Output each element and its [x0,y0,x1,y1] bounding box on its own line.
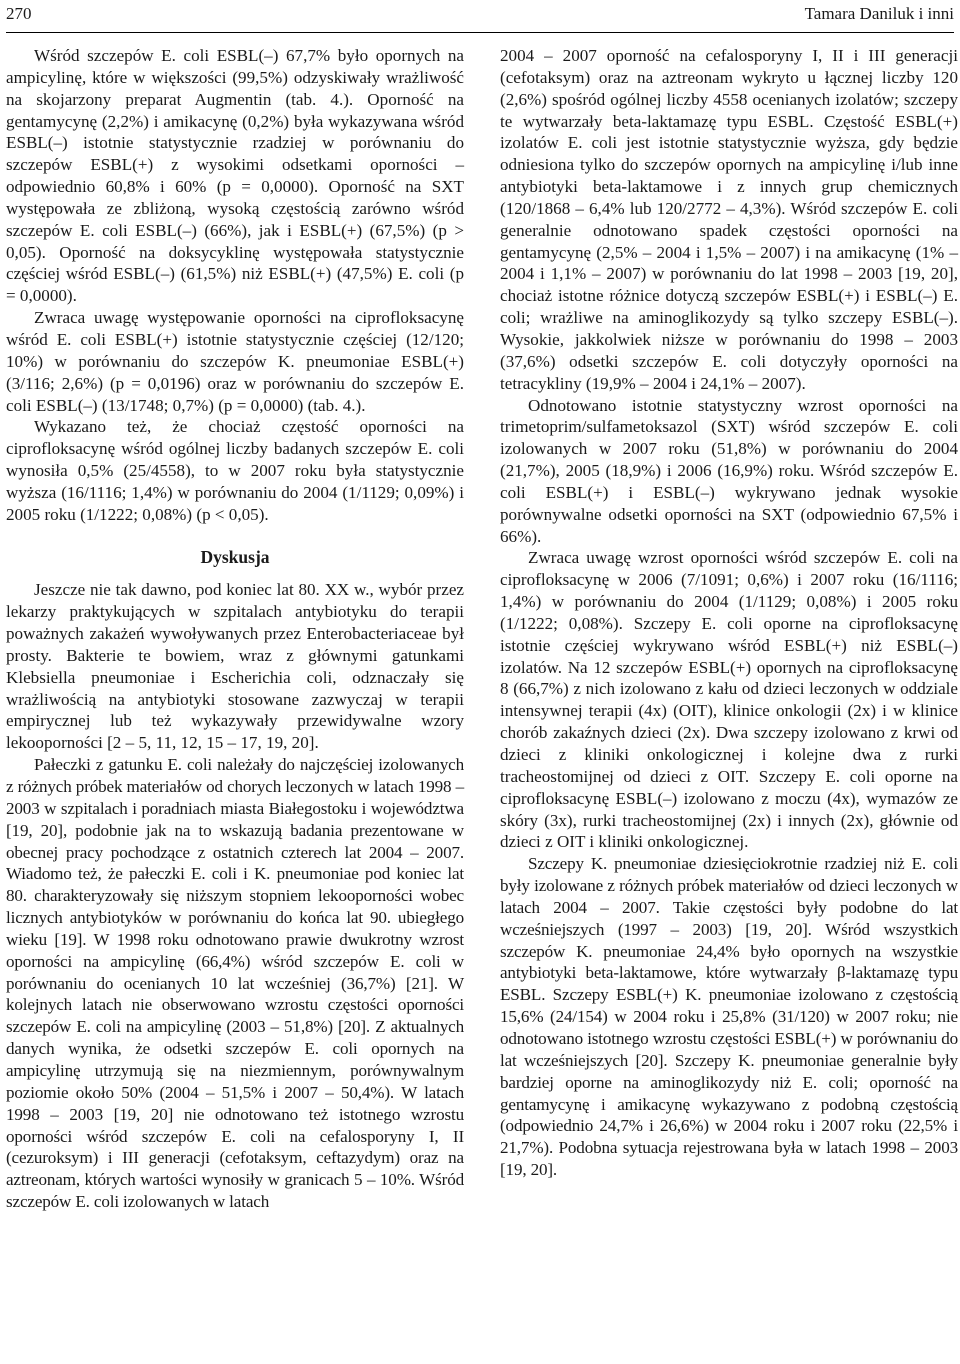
right-column [500,45,958,1181]
paragraph-k-pneumoniae: Szczepy K. pneumoniae dziesięciokrotnie rzadziej niż E. coli były izolowane z różnych próbek materiałów od dzieci leczonych w latach 2004 – 2007. Takie częstości były podobne do lat wcześniejszych (1997 – 2003) [19, 20]. Wśród wszystkich szczepów K. pneumoniae 24,4% było opornych na wszystkie antybiotyki beta-laktamowe, które wytwarzały β-laktamazę typu ESBL. Szczepy ESBL(+) K. pneumoniae izolowano z częstością 15,6% (24/154) w 2004 roku i 25,8% (31/120) w 2007 roku; nie odnotowano istotnego wzrostu częstości ESBL(+) w porównaniu do lat wcześniejszych [20]. Szczepy K. pneumoniae generalnie były bardziej oporne na aminoglikozydy niż E. coli; oporność na gentamycynę i amikacynę wykazywano z podobną częstością (odpowiednio 24,7% i 26,6%) w 2004 roku i 2007 roku (22,5% i 21,7%). Podobna sytuacja rejestrowana była w latach 1998 – 2003 [19, 20]. [500,854,958,1180]
paragraph-ciprofloxacin-increase: Zwraca uwagę wzrost oporności wśród szczepów E. coli na ciprofloksacynę w 2006 (7/1091; 0,6%) i 2007 roku (16/1116; 1,4%) w porównaniu do 2004 (1/1129; 0,08%) i 2005 roku (1/1222; 0,08%). Szczepy E. coli oporne na ciprofloksacynę istotnie częściej wykrywano wśród ESBL(+) niż ESBL(–) izolatów. Na 12 szczepów ESBL(+) opornych na ciprofloksacynę 8 (66,7%) z nich izolowano z kału od dzieci leczonych w oddziale intensywnej terapii (4x) (OIT), klinice onkologii (2x) i w klinice chorób zakaźnych dzieci (2x). Dwa szczepy izolowano z krwi od dzieci z kliniki onkologicznej i kolejne dwa z rurki tracheostomijnej od dzieci z OIT. Szczepy E. coli oporne na ciprofloksacynę ESBL(–) izolowano z moczu (4x), wymazów ze skóry (3x), rurki tracheostomijnej (2x) i innych (2x), głównie od dzieci z OIT i kliniki onkologicznej. [500,548,958,852]
paragraph-ciprofloxacin-trend: Wykazano też, że chociaż częstość oporności na ciprofloksacynę wśród ogólnej liczby badanych szczepów E. coli wynosiła 0,5% (25/4558), to w 2007 roku była statystycznie wyższa (16/1116; 1,4%) w porównaniu do 2004 (1/1129; 0,09%) i 2005 roku (1/1222; 0,08%) (p < 0,05). [6,417,464,524]
left-column [6,45,464,1213]
running-header [6,0,954,33]
paragraph-sxt-resistance: Odnotowano istotnie statystyczny wzrost oporności na trimetoprim/sulfametoksazol (SXT) wśród szczepów E. coli izolowanych w 2007 roku (51,8%) w porównaniu do 2004 (21,7%), 2005 (18,9%) i 2006 (16,9%) roku. Wśród szczepów E. coli ESBL(+) i ESBL(–) wykrywano jednak wysokie porównywalne odsetki oporności na SXT (odpowiednio 67,5% i 66%). [500,395,958,546]
page-number: 270 [6,4,32,23]
paragraph-cephalosporin-resistance: 2004 – 2007 oporność na cefalosporyny I, II i III generacji (cefotaksym) oraz na aztreonam wykryto u łącznej liczby 120 (2,6%) spośród ogólnej liczby 4558 ocenianych izolatów; szczepy te wytwarzały beta-laktamazę typu ESBL. Częstość ESBL(+) izolatów E. coli jest istotnie statystycznie wyższa, gdy będzie odniesiona tylko do szczepów opornych na ampicylinę i/lub inne antybiotyki beta-laktamowe i z innych grup chemicznych (120/1868 – 6,4% lub 120/2772 – 4,3%). Wśród szczepów E. coli generalnie odnotowano spadek częstości oporności na gentamycynę (2,5% – 2004 i 1,5% – 2007) i na amikacynę (1% – 2004 i 1,1% – 2007) w porównaniu do lat 1998 – 2003 [19, 20], chociaż istotne różnice dotyczą szczepów ESBL(+) i ESBL(–) E. coli; wrażliwe na aminoglikozydy są tylko szczepy ESBL(–). Wysokie, jakkolwiek niższe w porównaniu do 1998 – 2003 (37,6%) odsetki szczepów E. coli dotyczyły oporności na tetracykliny (19,9% – 2004 i 24,1% – 2007). [500,46,958,393]
paragraph-results-esbl-negative: Wśród szczepów E. coli ESBL(–) 67,7% było opornych na ampicylinę, które w większości (99,5%) odzyskiwały wrażliwość na skojarzony preparat Augmentin (tab. 4.). Oporność na gentamycynę (2,2%) i amikacynę (0,2%) była wykazywana wśród ESBL(–) istotnie statystycznie rzadziej w porównaniu do szczepów ESBL(+) z wysokimi odsetkami oporności – odpowiednio 60,8% i 60% (p = 0,0000). Oporność na SXT występowała ze zbliżoną, wysoką częstością zarówno wśród szczepów E. coli ESBL(–) (66%), jak i ESBL(+) (67,5%) (p > 0,05). Oporność na doksycyklinę występowała statystycznie częściej wśród ESBL(–) (61,5%) niż ESBL(+) (47,5%) E. coli (p = 0,0000). [6,46,464,306]
paragraph-ciprofloxacin-resistance: Zwraca uwagę występowanie oporności na ciprofloksacynę wśród E. coli ESBL(+) istotnie statystycznie częściej (12/120; 10%) w porównaniu do szczepów K. pneumoniae ESBL(+) (3/116; 2,6%) (p = 0,0196) oraz w porównaniu do szczepów E. coli ESBL(–) (13/1748; 0,7%) (p = 0,0000) (tab. 4.). [6,308,464,415]
section-heading-discussion: Dyskusja [200,546,270,567]
paragraph-discussion-intro: Jeszcze nie tak dawno, pod koniec lat 80. XX w., wybór przez lekarzy praktykujących w szpitalach antybiotyku do terapii poważnych zakażeń wywoływanych przez Enterobacteriaceae był prosty. Bakterie te bowiem, wraz z głównymi gatunkami Klebsiella pneumoniae i Escherichia coli, odznaczały się wrażliwością na antybiotyki stosowane zazwyczaj w terapii empirycznej lub też wykazywały przewidywalne wzory lekooporności [2 – 5, 11, 12, 15 – 17, 19, 20]. [6,580,464,753]
paragraph-discussion-ecoli: Pałeczki z gatunku E. coli należały do najczęściej izolowanych z różnych próbek materiałów od chorych leczonych w latach 1998 – 2003 w szpitalach i poradniach miasta Białegostoku i województwa [19, 20], podobnie jak na to wskazują badania prezentowane w obecnej pracy pochodzące z ostatnich czterech lat 2004 – 2007. Wiadomo też, że pałeczki E. coli i K. pneumoniae pod koniec lat 80. charakteryzowały się niższym stopniem lekooporności wobec licznych antybiotyków w porównaniu do końca lat 90. ubiegłego wieku [19]. W 1998 roku odnotowano prawie dwukrotny wzrost oporności na ampicylinę (66,4%) wśród szczepów E. coli w porównaniu do ocenianych 10 lat wcześniej (36,7%) [21]. W kolejnych latach nie obserwowano wzrostu częstości oporności szczepów E. coli na ampicylinę (2003 – 51,8%) [20]. Z aktualnych danych wynika, że odsetki szczepów E. coli opornych na ampicylinę utrzymują się na niezmiennym, porównywalnym poziomie około 50% (2004 – 51,5% i 2007 – 50,4%). W latach 1998 – 2003 [19, 20] nie odnotowano też istotnego wzrostu oporności wśród szczepów E. coli na cefalosporyny I, II (cezuroksym) i III generacji (cefotaksym, ceftazydym) oraz na aztreonam, których wartości wynosiły w granicach 5 – 10%. Wśród szczepów E. coli izolowanych w latach [6,755,464,1212]
running-header-authors: Tamara Daniluk i inni [804,4,954,23]
